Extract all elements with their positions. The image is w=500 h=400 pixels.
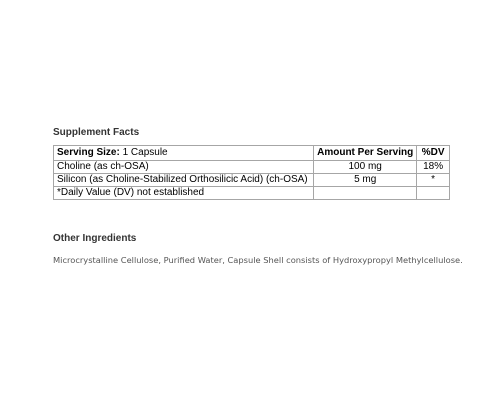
nutrient-amount: 5 mg xyxy=(314,174,417,187)
table-row xyxy=(54,174,450,187)
footnote-row xyxy=(54,187,450,200)
table-row xyxy=(54,161,450,174)
nutrient-name: Silicon (as Choline-Stabilized Orthosilicic Acid) (ch-OSA) xyxy=(54,174,314,187)
empty-cell xyxy=(314,187,417,200)
table-header-row xyxy=(54,146,450,161)
serving-size-value: 1 Capsule xyxy=(119,147,168,158)
empty-cell xyxy=(417,187,450,200)
supplement-facts-table xyxy=(53,145,450,200)
other-ingredients-text: Microcrystalline Cellulose, Purified Water, Capsule Shell consists of Hydroxypropyl Methylcellulose. xyxy=(53,255,463,265)
nutrient-dv: * xyxy=(417,174,450,187)
serving-size-label: Serving Size: xyxy=(57,147,120,158)
other-ingredients-heading: Other Ingredients xyxy=(53,233,137,244)
amount-per-serving-header: Amount Per Serving xyxy=(314,146,417,161)
nutrient-amount: 100 mg xyxy=(314,161,417,174)
dv-header: %DV xyxy=(417,146,450,161)
nutrient-name: Choline (as ch-OSA) xyxy=(54,161,314,174)
daily-value-footnote: *Daily Value (DV) not established xyxy=(54,187,314,200)
nutrient-dv: 18% xyxy=(417,161,450,174)
serving-size-cell xyxy=(54,146,314,161)
supplement-facts-heading: Supplement Facts xyxy=(53,127,140,138)
